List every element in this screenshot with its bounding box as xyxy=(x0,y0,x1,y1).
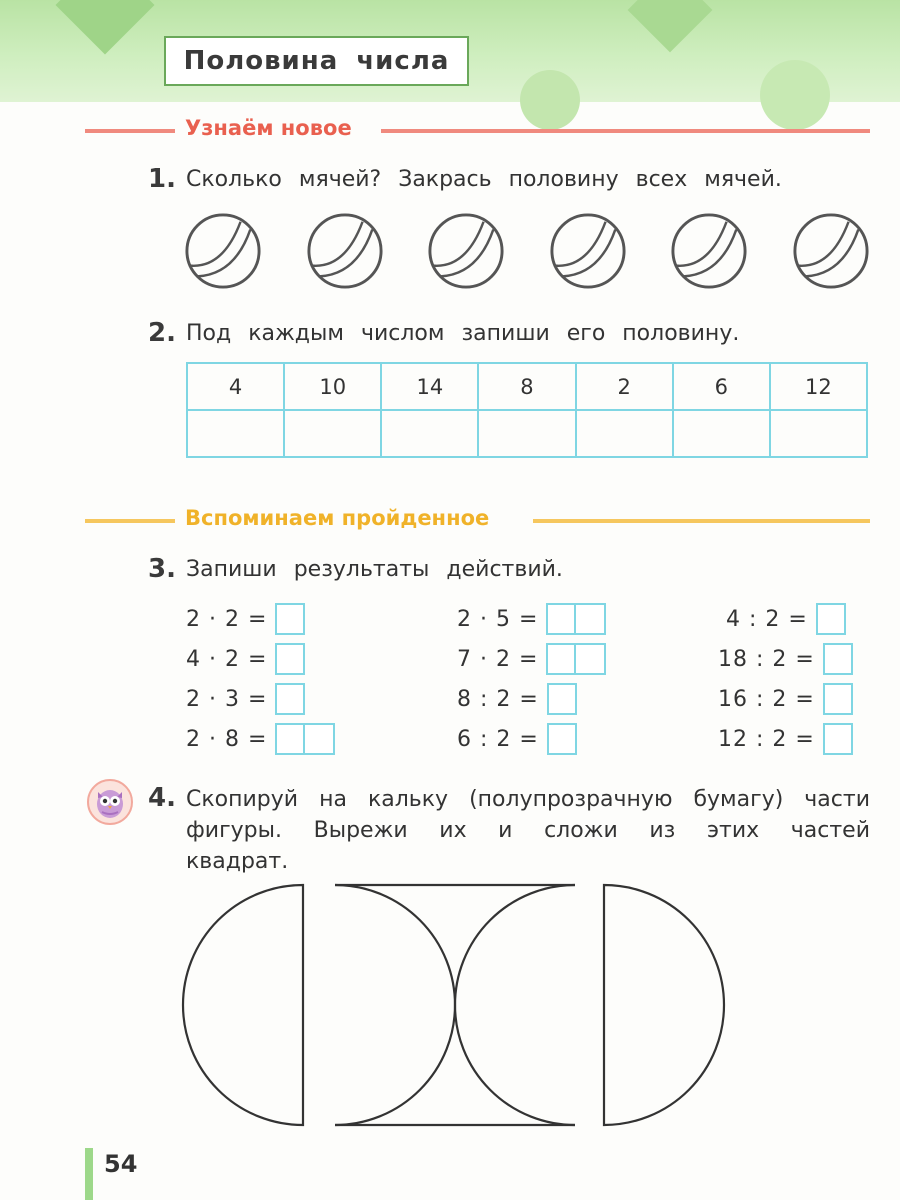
equation xyxy=(186,642,305,676)
table-number-cell: 12 xyxy=(770,363,867,410)
equation xyxy=(457,642,606,676)
page-title: Половина числа xyxy=(164,36,469,86)
table-answer-cell[interactable] xyxy=(770,410,867,457)
equation-expression: 6 : 2 = xyxy=(457,726,547,752)
table-number-cell: 6 xyxy=(673,363,770,410)
section-divider xyxy=(533,519,870,523)
page-number: 54 xyxy=(104,1150,138,1178)
answer-box[interactable] xyxy=(816,603,846,635)
table-answer-cell[interactable] xyxy=(381,410,478,457)
equation-expression: 18 : 2 = xyxy=(718,646,823,672)
answer-box[interactable] xyxy=(823,643,853,675)
answer-box[interactable] xyxy=(576,603,606,635)
table-number-cell: 4 xyxy=(187,363,284,410)
ball-icon[interactable] xyxy=(306,212,384,290)
table-answer-cell[interactable] xyxy=(478,410,575,457)
section-divider xyxy=(381,129,870,133)
table-answer-cell[interactable] xyxy=(673,410,770,457)
table-number-cell: 2 xyxy=(576,363,673,410)
equation-expression: 4 · 2 = xyxy=(186,646,276,672)
equation-expression: 8 : 2 = xyxy=(457,686,547,712)
answer-box[interactable] xyxy=(275,683,305,715)
equation xyxy=(718,642,853,676)
halves-table xyxy=(186,362,868,458)
section-header-learn-new xyxy=(85,116,870,146)
table-answer-cell[interactable] xyxy=(187,410,284,457)
answer-box[interactable] xyxy=(547,683,577,715)
answer-box[interactable] xyxy=(823,683,853,715)
answer-box[interactable] xyxy=(547,723,577,755)
equation-expression: 2 · 8 = xyxy=(186,726,276,752)
section-header-review xyxy=(85,506,870,536)
answer-box[interactable] xyxy=(546,643,576,675)
equation xyxy=(457,682,577,716)
page-number-bar xyxy=(85,1148,93,1200)
equation-expression: 2 · 2 = xyxy=(186,606,276,632)
ball-icon[interactable] xyxy=(427,212,505,290)
ball-icon[interactable] xyxy=(792,212,870,290)
equation-expression: 16 : 2 = xyxy=(718,686,823,712)
equation xyxy=(457,722,577,756)
equation xyxy=(718,602,846,636)
owl-icon xyxy=(86,778,134,826)
equation-expression: 7 · 2 = xyxy=(457,646,547,672)
equation xyxy=(186,682,305,716)
arc-right xyxy=(455,885,575,1125)
table-answer-cell[interactable] xyxy=(576,410,673,457)
answer-box[interactable] xyxy=(546,603,576,635)
equation-expression: 2 · 3 = xyxy=(186,686,276,712)
balls-row xyxy=(184,212,874,292)
equation-expression: 12 : 2 = xyxy=(718,726,823,752)
equation xyxy=(457,602,606,636)
section-title: Узнаём новое xyxy=(185,116,352,140)
ball-icon[interactable] xyxy=(670,212,748,290)
answer-box[interactable] xyxy=(576,643,606,675)
answer-box[interactable] xyxy=(275,603,305,635)
answers-row xyxy=(187,410,867,457)
table-number-cell: 14 xyxy=(381,363,478,410)
answer-box[interactable] xyxy=(275,723,305,755)
answer-box[interactable] xyxy=(823,723,853,755)
figure-pieces xyxy=(180,880,860,1130)
ball-icon[interactable] xyxy=(549,212,627,290)
equation xyxy=(718,722,853,756)
task-text: Сколько мячей? Закрась половину всех мячей. xyxy=(186,167,782,192)
task-text: Скопируй на кальку (полупрозрачную бумагу) части фигуры. Вырежи их и сложи из этих частей квадрат. xyxy=(186,787,870,874)
equation-expression: 4 : 2 = xyxy=(718,606,816,632)
table-answer-cell[interactable] xyxy=(284,410,381,457)
answer-box[interactable] xyxy=(305,723,335,755)
half-circle-right xyxy=(604,885,724,1125)
section-divider xyxy=(85,519,175,523)
table-number-cell: 8 xyxy=(478,363,575,410)
task-text: Под каждым числом запиши его половину. xyxy=(186,321,740,346)
header-decoration xyxy=(56,0,155,54)
equation xyxy=(718,682,853,716)
half-circle-left xyxy=(183,885,303,1125)
header-decoration xyxy=(628,0,713,52)
task-number: 3. xyxy=(148,554,176,584)
arc-left xyxy=(335,885,455,1125)
equation xyxy=(186,602,305,636)
section-title: Вспоминаем пройденное xyxy=(185,506,490,530)
task-text: Запиши результаты действий. xyxy=(186,557,563,582)
equation xyxy=(186,722,335,756)
task-number: 2. xyxy=(148,318,176,348)
task-number: 4. xyxy=(148,783,176,813)
ball-icon[interactable] xyxy=(184,212,262,290)
numbers-row xyxy=(187,363,867,410)
equation-expression: 2 · 5 = xyxy=(457,606,547,632)
table-number-cell: 10 xyxy=(284,363,381,410)
section-divider xyxy=(85,129,175,133)
task-number: 1. xyxy=(148,164,176,194)
answer-box[interactable] xyxy=(275,643,305,675)
